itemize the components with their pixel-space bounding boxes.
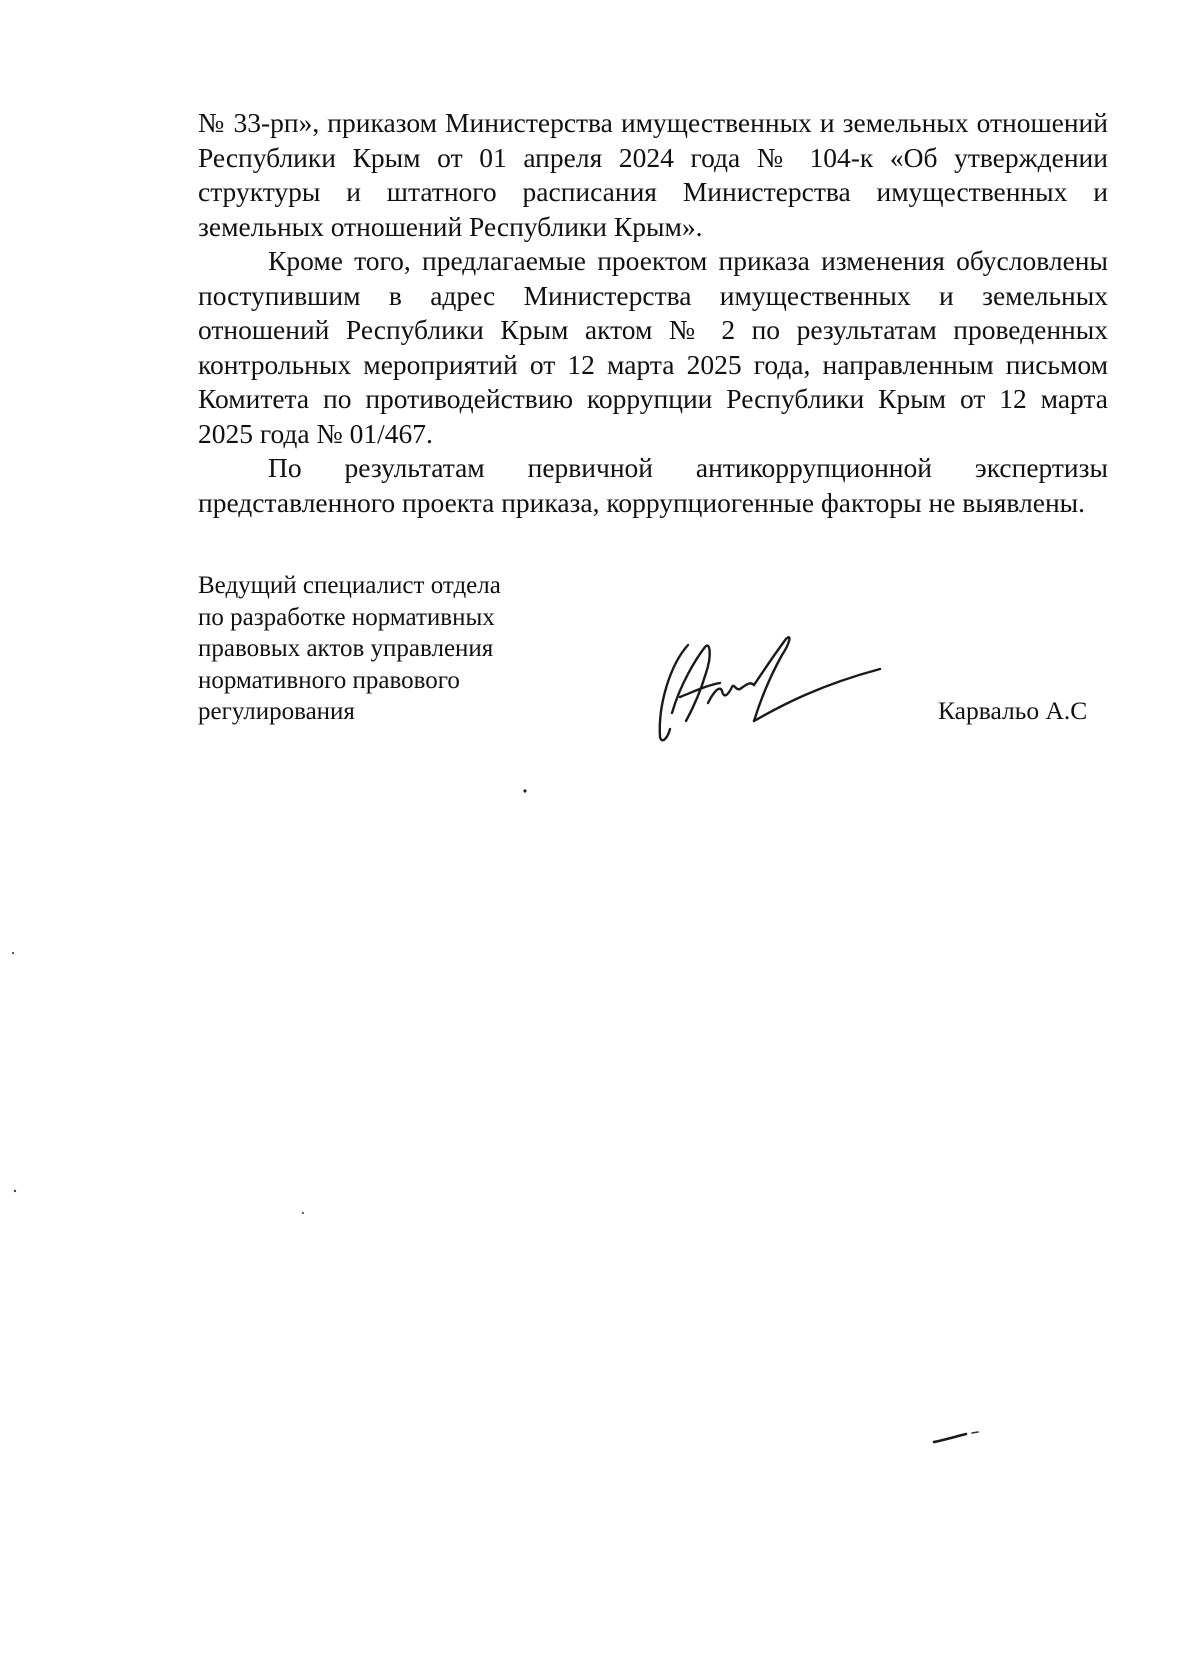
signer-name: Карвальо А.С [938,696,1088,725]
signer-position [198,570,558,728]
scan-speck [522,788,528,794]
document-body [198,106,1108,520]
signer-position-line: по разработке нормативных [198,603,495,631]
scan-mark [932,1430,982,1446]
signer-position-line: регулирования [198,698,355,725]
handwritten-signature [650,625,890,750]
scan-speck [10,950,16,956]
signer-position-line: правовых актов управления [198,635,494,662]
paragraph-inspection-act: Кроме того, предлагаемые проектом приказа изменения обусловлены поступившим в адрес Министерства имущественных и земельных отношений Республики Крым актом № 2 по результатам проведенных контрольных мероприятий от 12 марта 2025 года, направленным письмом Комитета по противодействию коррупции Республики Крым от 12 марта 2025 года № 01/467. [198,245,1108,449]
paragraph-regulation-reference: № 33-рп», приказом Министерства имущественных и земельных отношений Республики Крым от 01 апреля 2024 года № 104-к «Об утверждении структуры и штатного расписания Министерства имущественных и земельных отношений Республики Крым». [198,107,1108,242]
paragraph-expertise-conclusion: По результатам первичной антикоррупционной экспертизы представленного проекта приказа, коррупциогенные факторы не выявлены. [198,452,1108,518]
scan-speck [12,1188,18,1194]
signer-position-line: Ведущий специалист отдела [198,572,501,599]
signer-position-line: нормативного правового [198,666,460,694]
scan-speck [300,1210,306,1216]
